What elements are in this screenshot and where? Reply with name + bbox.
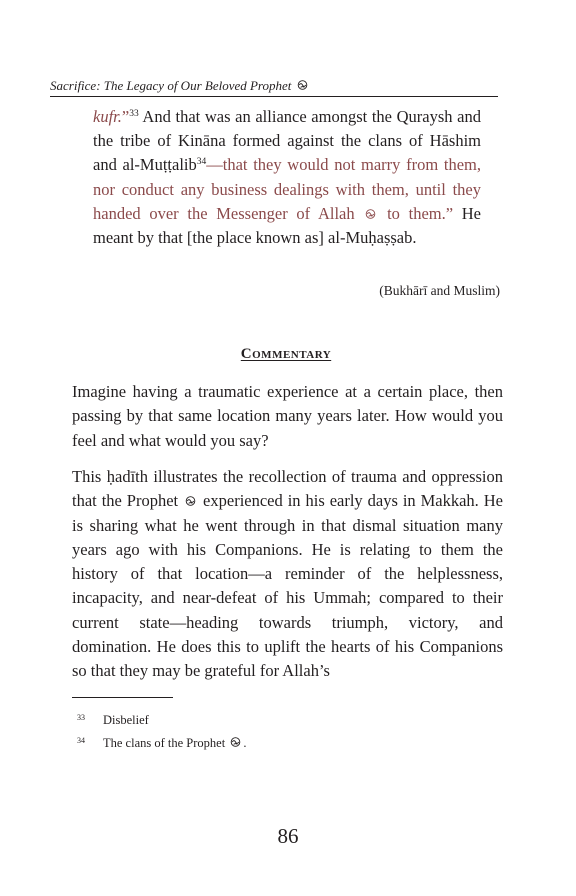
section-title: Commentary (240, 346, 332, 362)
running-header (50, 78, 498, 97)
hadith-red-segment-end: to them.” (378, 203, 454, 223)
footnote-ref-33[interactable]: 33 (129, 109, 139, 119)
hadith-red-italic: kufr.” (93, 107, 130, 126)
footnote-ref-34[interactable]: 34 (196, 157, 207, 168)
footnote-33 (72, 713, 149, 728)
pbuh-calligraphy-icon (363, 203, 378, 215)
hadith-source: (Bukhārī and Muslim) (379, 283, 500, 298)
running-title: Sacrifice: The Legacy of Our Beloved Prophet (50, 78, 292, 93)
hadith-text (93, 105, 481, 250)
footnote-divider (72, 697, 173, 698)
pbuh-calligraphy-icon (295, 79, 310, 91)
footnote-text: The clans of the Prophet (103, 736, 226, 750)
footnote-number: 33 (77, 713, 85, 722)
footnote-suffix: . (243, 736, 247, 750)
footnote-34 (72, 736, 246, 751)
paragraph-text: experienced in his early days in Makkah. He is sharing what he went through in that dismal situation many years ago with his Companions. He is relating to them the history of that location—a reminder of the helplessness, incapacity, and near-defeat of his Ummah; compared to their current state—heading towards triumph, victory, and domination. He does this to uplift the hearts of his Companions so that they may be grateful for Allah’s (72, 491, 503, 681)
hadith-segment: And that was an alliance amongst the Quraysh and the tribe of Kināna formed against the clans of Hāshim and al-Muṭṭalib (93, 107, 481, 175)
paragraph-text: This ḥadīth illustrates the recollection of trauma and oppression that the Prophet (72, 467, 503, 511)
commentary-paragraph-1: Imagine having a traumatic experience at a certain place, then passing by that same location many years later. How would you feel and what would you say? (72, 382, 503, 450)
hadith-red-segment: —that they would not marry from them, nor conduct any business dealings with them, until they handed over the Messenger of Allah (93, 155, 482, 223)
hadith-segment-end: He meant by that [the place known as] al-Muḥaṣṣab. (93, 203, 482, 248)
commentary-paragraph-2 (72, 465, 503, 684)
page-number: 86 (277, 824, 299, 848)
pbuh-calligraphy-icon (183, 490, 198, 502)
pbuh-calligraphy-icon (228, 736, 243, 748)
footnote-text: Disbelief (103, 713, 149, 727)
footnote-number: 34 (77, 736, 85, 745)
